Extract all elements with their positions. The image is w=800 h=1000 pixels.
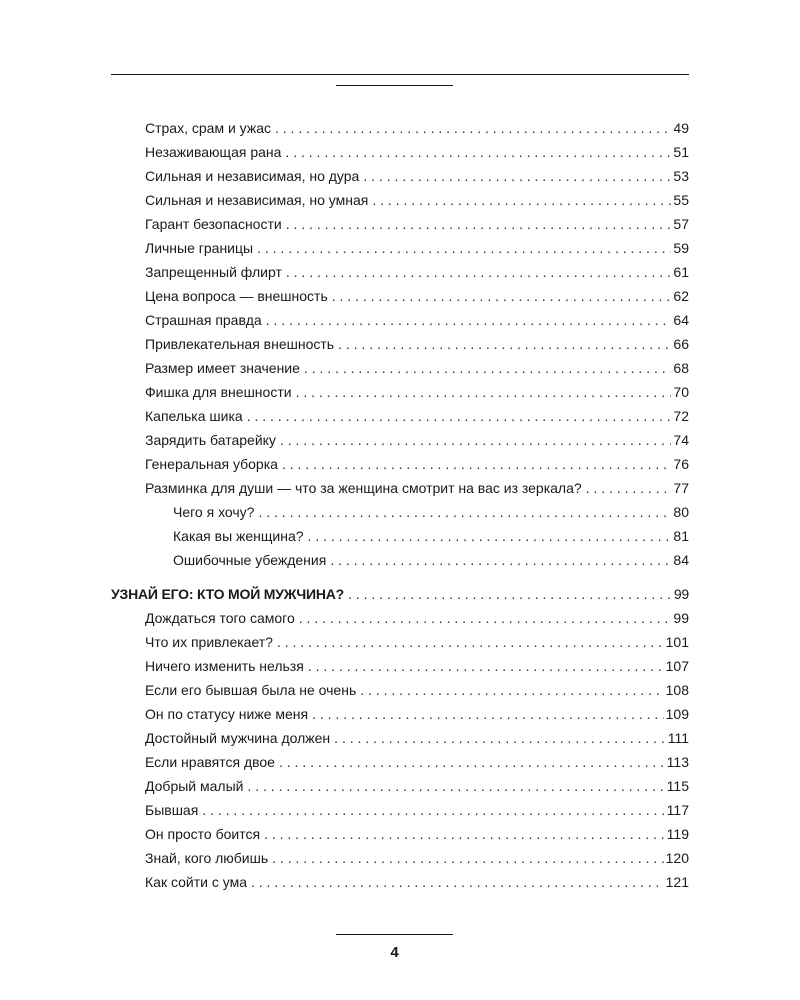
toc-subgroup bbox=[111, 500, 689, 572]
toc-entry-page: 51 bbox=[673, 144, 689, 160]
toc-leader-dots bbox=[586, 476, 672, 500]
toc-leader-dots bbox=[308, 524, 672, 548]
toc-group-2 bbox=[111, 606, 689, 894]
toc-entry bbox=[111, 870, 689, 894]
toc-entry-page: 121 bbox=[665, 874, 689, 890]
toc-entry-title: Ошибочные убеждения bbox=[173, 552, 327, 568]
toc-entry-title: Привлекательная внешность bbox=[145, 336, 335, 352]
toc-entry-page: 120 bbox=[665, 850, 689, 866]
toc-entry-page: 113 bbox=[666, 754, 689, 770]
toc-entry-page: 49 bbox=[673, 120, 689, 136]
toc-entry-page: 66 bbox=[673, 336, 689, 352]
toc-entry-title: Что их привлекает? bbox=[145, 634, 273, 650]
toc-entry-page: 70 bbox=[673, 384, 689, 400]
toc-entry-page: 77 bbox=[673, 480, 689, 496]
toc-entry-title: Размер имеет значение bbox=[145, 360, 300, 376]
toc-leader-dots bbox=[372, 188, 671, 212]
toc-entry-title: Гарант безопасности bbox=[145, 216, 282, 232]
toc-entry-title: Сильная и независимая, но умная bbox=[145, 192, 369, 208]
toc-entry bbox=[111, 164, 689, 188]
toc-entry-page: 62 bbox=[673, 288, 689, 304]
toc-entry-title: Достойный мужчина должен bbox=[145, 730, 331, 746]
toc-leader-dots bbox=[285, 140, 671, 164]
toc-entry-title: Цена вопроса — внешность bbox=[145, 288, 328, 304]
toc-leader-dots bbox=[312, 702, 664, 726]
toc-entry-title: Ничего изменить нельзя bbox=[145, 658, 304, 674]
toc-entry-page: 74 bbox=[673, 432, 689, 448]
toc-entry bbox=[111, 524, 689, 548]
toc-entry bbox=[111, 236, 689, 260]
toc-entry bbox=[111, 500, 689, 524]
toc-entry bbox=[111, 630, 689, 654]
toc-entry-title: Он по статусу ниже меня bbox=[145, 706, 309, 722]
toc-entry bbox=[111, 452, 689, 476]
toc-entry-page: 115 bbox=[666, 778, 689, 794]
toc-entry bbox=[111, 332, 689, 356]
toc-entry bbox=[111, 750, 689, 774]
toc-leader-dots bbox=[247, 404, 672, 428]
toc-group-1 bbox=[111, 116, 689, 500]
toc-entry-title: Капелька шика bbox=[145, 408, 243, 424]
toc-entry-page: 61 bbox=[673, 264, 689, 280]
toc-entry-title: Фишка для внешности bbox=[145, 384, 292, 400]
toc-leader-dots bbox=[247, 774, 664, 798]
toc-leader-dots bbox=[257, 236, 671, 260]
toc-leader-dots bbox=[272, 846, 663, 870]
toc-leader-dots bbox=[251, 870, 664, 894]
toc-entry-title: Незаживающая рана bbox=[145, 144, 282, 160]
toc-entry-title: Знай, кого любишь bbox=[145, 850, 269, 866]
toc-entry-title: Бывшая bbox=[145, 802, 199, 818]
toc-entry-title: Генеральная уборка bbox=[145, 456, 278, 472]
toc-entry-title: Личные границы bbox=[145, 240, 254, 256]
toc-entry-page: 119 bbox=[666, 826, 689, 842]
toc-entry bbox=[111, 356, 689, 380]
toc-leader-dots bbox=[330, 548, 671, 572]
toc-entry bbox=[111, 726, 689, 750]
toc-entry bbox=[111, 846, 689, 870]
toc-leader-dots bbox=[332, 284, 672, 308]
toc-entry bbox=[111, 380, 689, 404]
toc-leader-dots bbox=[286, 212, 672, 236]
toc-entry bbox=[111, 702, 689, 726]
toc-entry-page: 84 bbox=[673, 552, 689, 568]
toc-leader-dots bbox=[279, 750, 665, 774]
toc-leader-dots bbox=[264, 822, 665, 846]
toc-leader-dots bbox=[360, 678, 663, 702]
toc-entry-title: Чего я хочу? bbox=[173, 504, 255, 520]
table-of-contents bbox=[111, 116, 689, 894]
toc-entry-page: 76 bbox=[673, 456, 689, 472]
toc-entry-title: Страшная правда bbox=[145, 312, 262, 328]
toc-entry-page: 57 bbox=[673, 216, 689, 232]
toc-leader-dots bbox=[304, 356, 672, 380]
toc-entry-page: 109 bbox=[665, 706, 689, 722]
toc-entry-title: Сильная и независимая, но дура bbox=[145, 168, 360, 184]
toc-entry bbox=[111, 116, 689, 140]
toc-leader-dots bbox=[275, 116, 671, 140]
toc-entry bbox=[111, 606, 689, 630]
toc-entry-title: Если нравятся двое bbox=[145, 754, 275, 770]
toc-leader-dots bbox=[277, 630, 664, 654]
toc-leader-dots bbox=[202, 798, 664, 822]
footer-rule bbox=[336, 934, 453, 935]
header-short-rule bbox=[336, 85, 453, 86]
toc-entry bbox=[111, 822, 689, 846]
toc-leader-dots bbox=[334, 726, 666, 750]
toc-leader-dots bbox=[286, 260, 672, 284]
toc-entry-page: 55 bbox=[673, 192, 689, 208]
toc-entry-page: 72 bbox=[673, 408, 689, 424]
toc-entry-title: Страх, срам и ужас bbox=[145, 120, 271, 136]
toc-leader-dots bbox=[280, 428, 671, 452]
toc-entry bbox=[111, 404, 689, 428]
toc-entry-title: Дождаться того самого bbox=[145, 610, 295, 626]
toc-leader-dots bbox=[266, 308, 672, 332]
toc-entry-title: Запрещенный флирт bbox=[145, 264, 282, 280]
toc-entry bbox=[111, 308, 689, 332]
toc-leader-dots bbox=[348, 582, 672, 606]
toc-entry bbox=[111, 774, 689, 798]
toc-entry bbox=[111, 476, 689, 500]
toc-leader-dots bbox=[299, 606, 672, 630]
toc-entry bbox=[111, 428, 689, 452]
toc-leader-dots bbox=[282, 452, 671, 476]
toc-entry bbox=[111, 678, 689, 702]
toc-entry-page: 101 bbox=[665, 634, 689, 650]
page-number: 4 bbox=[390, 944, 399, 961]
toc-entry-page: 108 bbox=[665, 682, 689, 698]
toc-leader-dots bbox=[308, 654, 664, 678]
toc-entry-page: 117 bbox=[666, 802, 689, 818]
toc-section-page: 99 bbox=[673, 586, 689, 602]
toc-entry-page: 81 bbox=[673, 528, 689, 544]
toc-leader-dots bbox=[363, 164, 671, 188]
toc-leader-dots bbox=[338, 332, 671, 356]
toc-entry-page: 80 bbox=[673, 504, 689, 520]
toc-entry-title: Какая вы женщина? bbox=[173, 528, 304, 544]
toc-entry-page: 111 bbox=[667, 730, 689, 746]
toc-entry-title: Как сойти с ума bbox=[145, 874, 247, 890]
toc-entry-page: 59 bbox=[673, 240, 689, 256]
toc-entry-page: 68 bbox=[673, 360, 689, 376]
toc-entry bbox=[111, 654, 689, 678]
toc-entry-title: Зарядить батарейку bbox=[145, 432, 276, 448]
header-rule bbox=[111, 74, 689, 75]
toc-entry bbox=[111, 548, 689, 572]
toc-section-title: УЗНАЙ ЕГО: КТО МОЙ МУЖЧИНА? bbox=[111, 586, 345, 602]
toc-leader-dots bbox=[296, 380, 672, 404]
toc-entry bbox=[111, 260, 689, 284]
toc-entry-title: Разминка для души — что за женщина смотрит на вас из зеркала? bbox=[145, 480, 582, 496]
toc-entry-title: Добрый малый bbox=[145, 778, 244, 794]
toc-entry-page: 107 bbox=[665, 658, 689, 674]
toc-leader-dots bbox=[258, 500, 671, 524]
toc-entry bbox=[111, 188, 689, 212]
toc-entry-page: 64 bbox=[673, 312, 689, 328]
toc-entry bbox=[111, 284, 689, 308]
toc-entry-title: Если его бывшая была не очень bbox=[145, 682, 357, 698]
toc-entry-title: Он просто боится bbox=[145, 826, 261, 842]
toc-entry bbox=[111, 212, 689, 236]
toc-entry bbox=[111, 140, 689, 164]
toc-section-heading bbox=[111, 582, 689, 606]
toc-entry bbox=[111, 798, 689, 822]
toc-entry-page: 99 bbox=[673, 610, 689, 626]
toc-entry-page: 53 bbox=[673, 168, 689, 184]
